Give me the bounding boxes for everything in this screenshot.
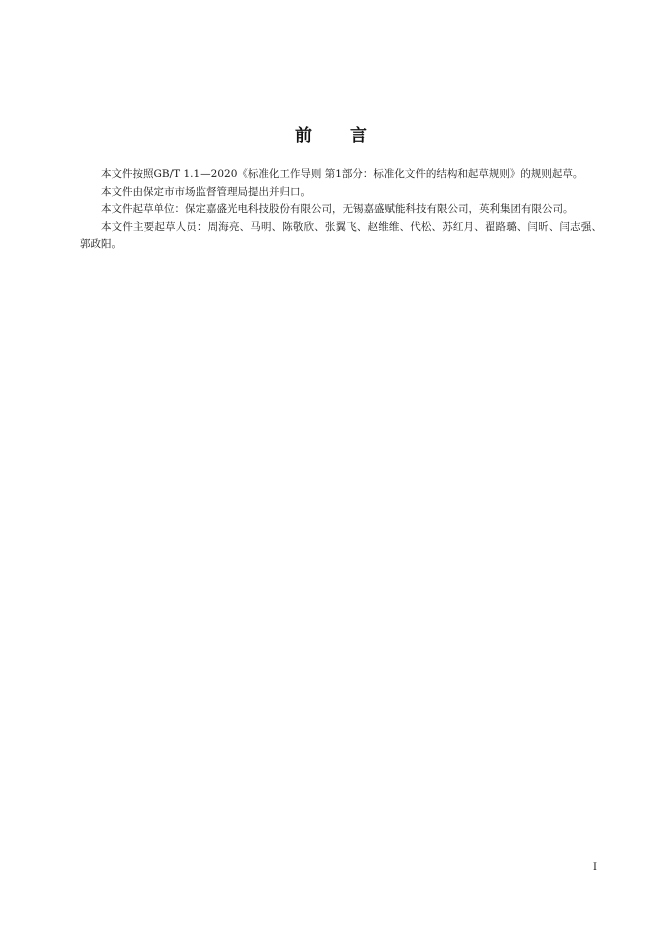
foreword-body	[80, 166, 602, 254]
page-title-char-2: 言	[350, 126, 367, 146]
paragraph-drafters: 本文件主要起草人员：周海亮、马明、陈敬欣、张翼飞、赵维维、代松、苏红月、翟路璐、闫昕、闫志强、郭政阳。	[80, 220, 602, 250]
page-title-char-1: 前	[295, 126, 312, 146]
page-title	[0, 121, 662, 146]
paragraph-drafting-rules: 本文件按照GB/T 1.1—2020《标准化工作导则 第1部分：标准化文件的结构和起草规则》的规则起草。	[101, 168, 584, 180]
paragraph-drafting-units: 本文件起草单位：保定嘉盛光电科技股份有限公司，无锡嘉盛赋能科技有限公司，英利集团有限公司。	[101, 203, 574, 215]
paragraph-proposer: 本文件由保定市市场监督管理局提出并归口。	[101, 185, 311, 198]
page-number: I	[593, 862, 597, 873]
